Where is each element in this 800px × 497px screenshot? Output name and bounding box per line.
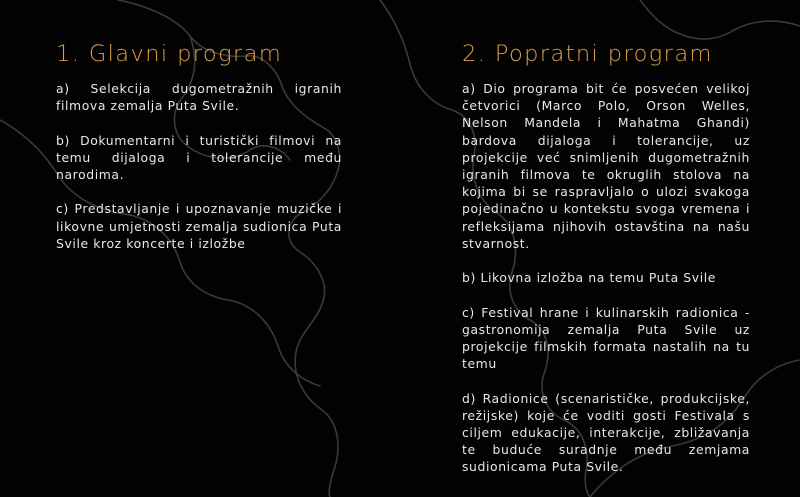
main-program-item-c: c) Predstavljanje i upoznavanje muzičke i likovne umjetnosti zemalja sudionica Puta Svile kroz koncerte i izložbe bbox=[56, 201, 342, 251]
main-program-section bbox=[56, 40, 342, 252]
side-program-item-c: c) Festival hrane i kulinarskih radionica - gastronomija zemalja Puta Svile uz projekcije filmskih formata nastalih na tu temu bbox=[462, 304, 750, 372]
side-program-section bbox=[462, 40, 750, 476]
main-program-heading: 1. Glavni program bbox=[56, 41, 283, 67]
main-program-item-b: b) Dokumentarni i turistički filmovi na temu dijaloga i tolerancije među narodima. bbox=[56, 132, 342, 182]
map-outline-northeast bbox=[640, 0, 800, 39]
side-program-item-a: a) Dio programa bit će posvećen velikoj četvorici (Marco Polo, Orson Welles, Nelson Mandela i Mahatma Ghandi) bardova dijaloga i tolerancije, uz projekcije već snimljenih dugometražnih igranih filmova te okruglih stolova na kojima bi se raspravljalo o ulozi svakoga pojedinačno u kontekstu svoga vremena i refleksijama njihovih ostavština na našu stvarnost. bbox=[462, 81, 750, 251]
main-program-item-a: a) Selekcija dugometražnih igranih filmova zemalja Puta Svile. bbox=[56, 81, 342, 114]
side-program-item-b: b) Likovna izložba na temu Puta Svile bbox=[462, 270, 717, 286]
side-program-item-d: d) Radionice (scenarističke, produkcijske, režijske) koje će voditi gosti Festivala s ciljem edukacije, interakcije, zbližavanja te buduće suradnje među zemjama sudionicama Puta Svile. bbox=[462, 390, 750, 475]
side-program-heading: 2. Popratni program bbox=[462, 41, 713, 67]
